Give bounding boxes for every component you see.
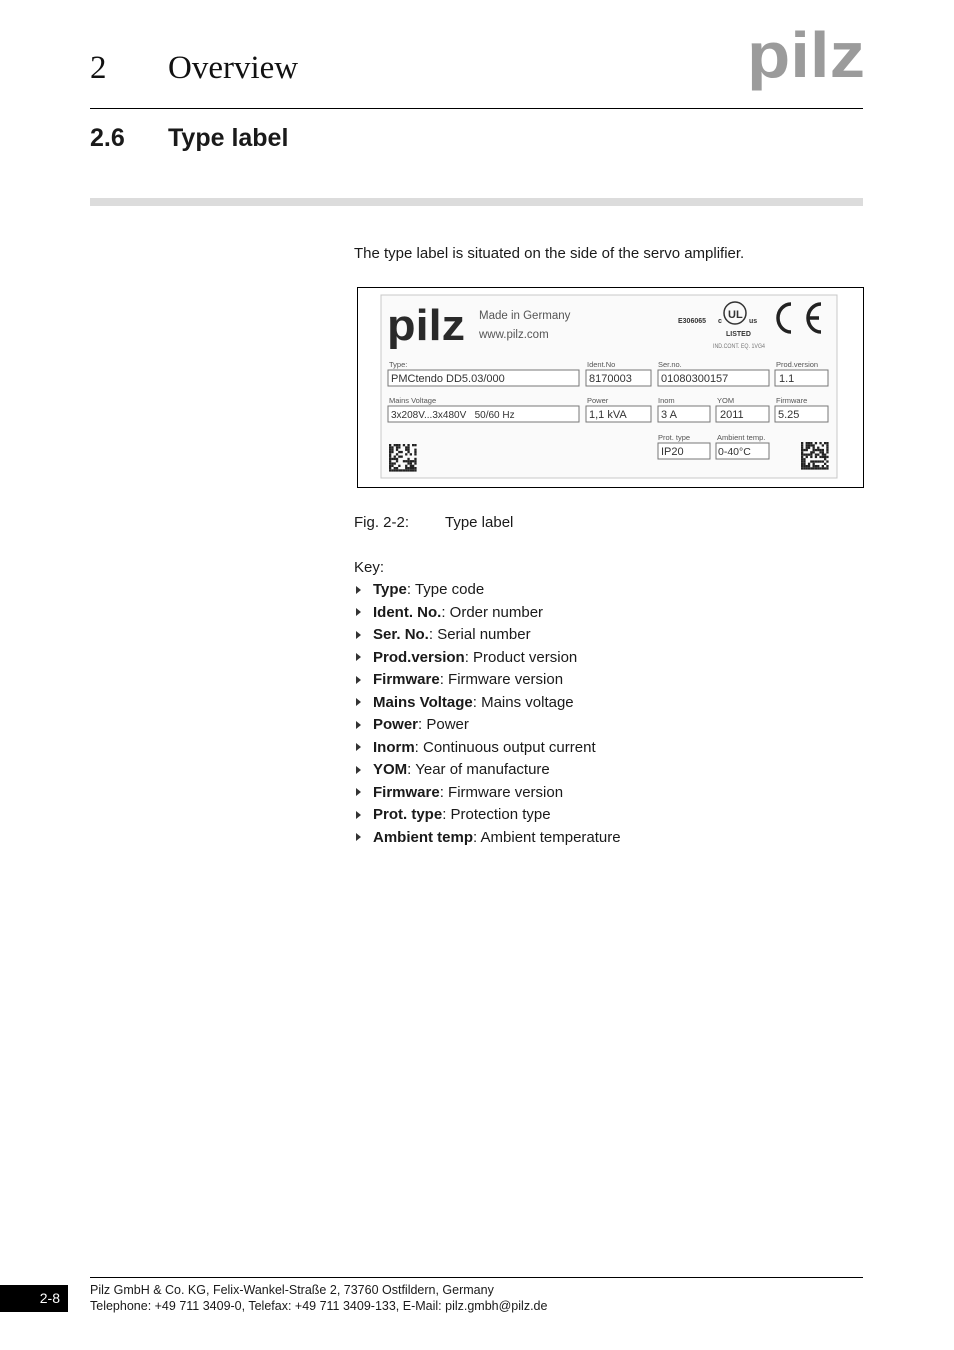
list-item — [354, 782, 621, 805]
list-item — [354, 804, 621, 827]
label-inom-value: 3 A — [661, 409, 677, 421]
key-desc: : Year of manufacture — [407, 761, 550, 778]
list-item — [354, 714, 621, 737]
header-divider — [90, 108, 863, 109]
bullet-arrow-icon — [356, 721, 361, 729]
label-firmware-caption: Firmware — [776, 396, 808, 405]
footer-divider — [90, 1277, 863, 1278]
key-desc: : Firmware version — [439, 783, 564, 801]
key-term: Firmware — [373, 671, 440, 688]
bullet-arrow-icon — [356, 653, 361, 661]
label-ambient-value: 0-40°C — [718, 446, 751, 458]
label-made-in: Made in Germany — [479, 310, 571, 322]
key-term: Firmware — [373, 783, 440, 801]
label-cert-number: E306065 — [678, 318, 707, 325]
list-item — [354, 827, 621, 850]
label-prodver-caption: Prod.version — [776, 360, 819, 369]
list-item — [354, 579, 621, 602]
key-term: Prot. type — [373, 806, 443, 823]
label-prodver-value: 1.1 — [779, 373, 795, 385]
svg-text:c: c — [718, 318, 722, 325]
key-desc: : Ambient temperature — [473, 828, 621, 846]
label-prottype-value: IP20 — [661, 446, 684, 458]
page-number: 2-8 — [0, 1285, 68, 1312]
bullet-arrow-icon — [356, 766, 361, 774]
bullet-arrow-icon — [356, 676, 361, 684]
key-term: Ser. No. — [373, 626, 429, 643]
section-title: Type label — [168, 124, 289, 152]
type-label-image — [358, 288, 863, 487]
list-item — [354, 737, 621, 760]
label-ident-caption: Ident.No — [587, 360, 616, 369]
list-item — [354, 669, 621, 692]
pilz-logo — [747, 25, 865, 97]
list-item — [354, 624, 621, 647]
intro-paragraph: The type label is situated on the side of the servo amplifier. — [354, 245, 745, 262]
key-desc: : Type code — [406, 581, 485, 598]
key-desc: : Order number — [441, 603, 544, 621]
label-prottype-caption: Prot. type — [658, 433, 691, 442]
label-ambient-caption: Ambient temp. — [717, 433, 766, 442]
bullet-arrow-icon — [356, 833, 361, 841]
section-separator-bar — [90, 198, 863, 206]
svg-text:UL: UL — [728, 309, 743, 321]
footer-address: Pilz GmbH & Co. KG, Felix-Wankel-Straße 2, 73760 Ostfildern, Germany — [90, 1283, 494, 1297]
bullet-arrow-icon — [356, 608, 361, 616]
label-mains-value: 3x208V...3x480V 50/60 Hz — [391, 410, 515, 421]
key-desc: : Product version — [464, 648, 578, 666]
label-ul-listed: LISTED — [726, 331, 751, 338]
label-power-value: 1,1 kVA — [589, 409, 627, 421]
label-firmware-value: 5.25 — [778, 409, 800, 421]
label-power-caption: Power — [587, 396, 609, 405]
key-list — [354, 579, 621, 849]
key-desc: : Serial number — [428, 626, 531, 643]
label-type-caption: Type: — [389, 360, 408, 369]
svg-text:us: us — [749, 318, 758, 325]
chapter-title: Overview — [168, 50, 299, 86]
footer-contact: Telephone: +49 711 3409-0, Telefax: +49 711 3409-133, E-Mail: pilz.gmbh@pilz.de — [90, 1299, 548, 1313]
pilz-logo-text: pilz — [747, 25, 865, 91]
key-term: Inorm — [373, 738, 415, 756]
key-term: Ident. No. — [373, 603, 442, 621]
key-term: Mains Voltage — [373, 693, 473, 711]
key-desc: : Power — [418, 716, 469, 733]
label-type-value: PMCtendo DD5.03/000 — [391, 373, 505, 385]
label-yom-caption: YOM — [717, 396, 735, 405]
label-ident-value: 8170003 — [589, 373, 632, 385]
bullet-arrow-icon — [356, 631, 361, 639]
label-serno-caption: Ser.no. — [658, 360, 682, 369]
key-heading: Key: — [354, 559, 385, 576]
chapter-number: 2 — [90, 50, 107, 86]
label-logo: pilz — [387, 301, 465, 350]
list-item — [354, 647, 621, 670]
label-ul-sub: IND.CONT. EQ. 1VG4 — [713, 344, 766, 350]
label-serno-value: 01080300157 — [661, 373, 729, 385]
label-inom-caption: Inom — [658, 396, 675, 405]
figure-caption-number: Fig. 2-2: — [354, 514, 410, 531]
list-item — [354, 602, 621, 625]
section-number: 2.6 — [90, 124, 125, 152]
label-yom-value: 2011 — [720, 409, 744, 421]
key-term: Power — [373, 716, 419, 733]
key-desc: : Firmware version — [439, 671, 564, 688]
type-label-figure — [357, 287, 864, 488]
bullet-arrow-icon — [356, 788, 361, 796]
key-term: Prod.version — [373, 648, 465, 666]
key-desc: : Protection type — [442, 806, 551, 823]
bullet-arrow-icon — [356, 743, 361, 751]
key-desc: : Continuous output current — [414, 738, 596, 756]
key-term: Type — [373, 581, 407, 598]
label-mains-caption: Mains Voltage — [389, 396, 437, 405]
key-term: Ambient temp — [373, 828, 474, 846]
figure-caption-text: Type label — [445, 514, 514, 531]
bullet-arrow-icon — [356, 698, 361, 706]
bullet-arrow-icon — [356, 586, 361, 594]
list-item — [354, 692, 621, 715]
bullet-arrow-icon — [356, 811, 361, 819]
label-website: www.pilz.com — [479, 329, 549, 341]
key-term: YOM — [373, 761, 408, 778]
list-item — [354, 759, 621, 782]
key-desc: : Mains voltage — [472, 693, 574, 711]
